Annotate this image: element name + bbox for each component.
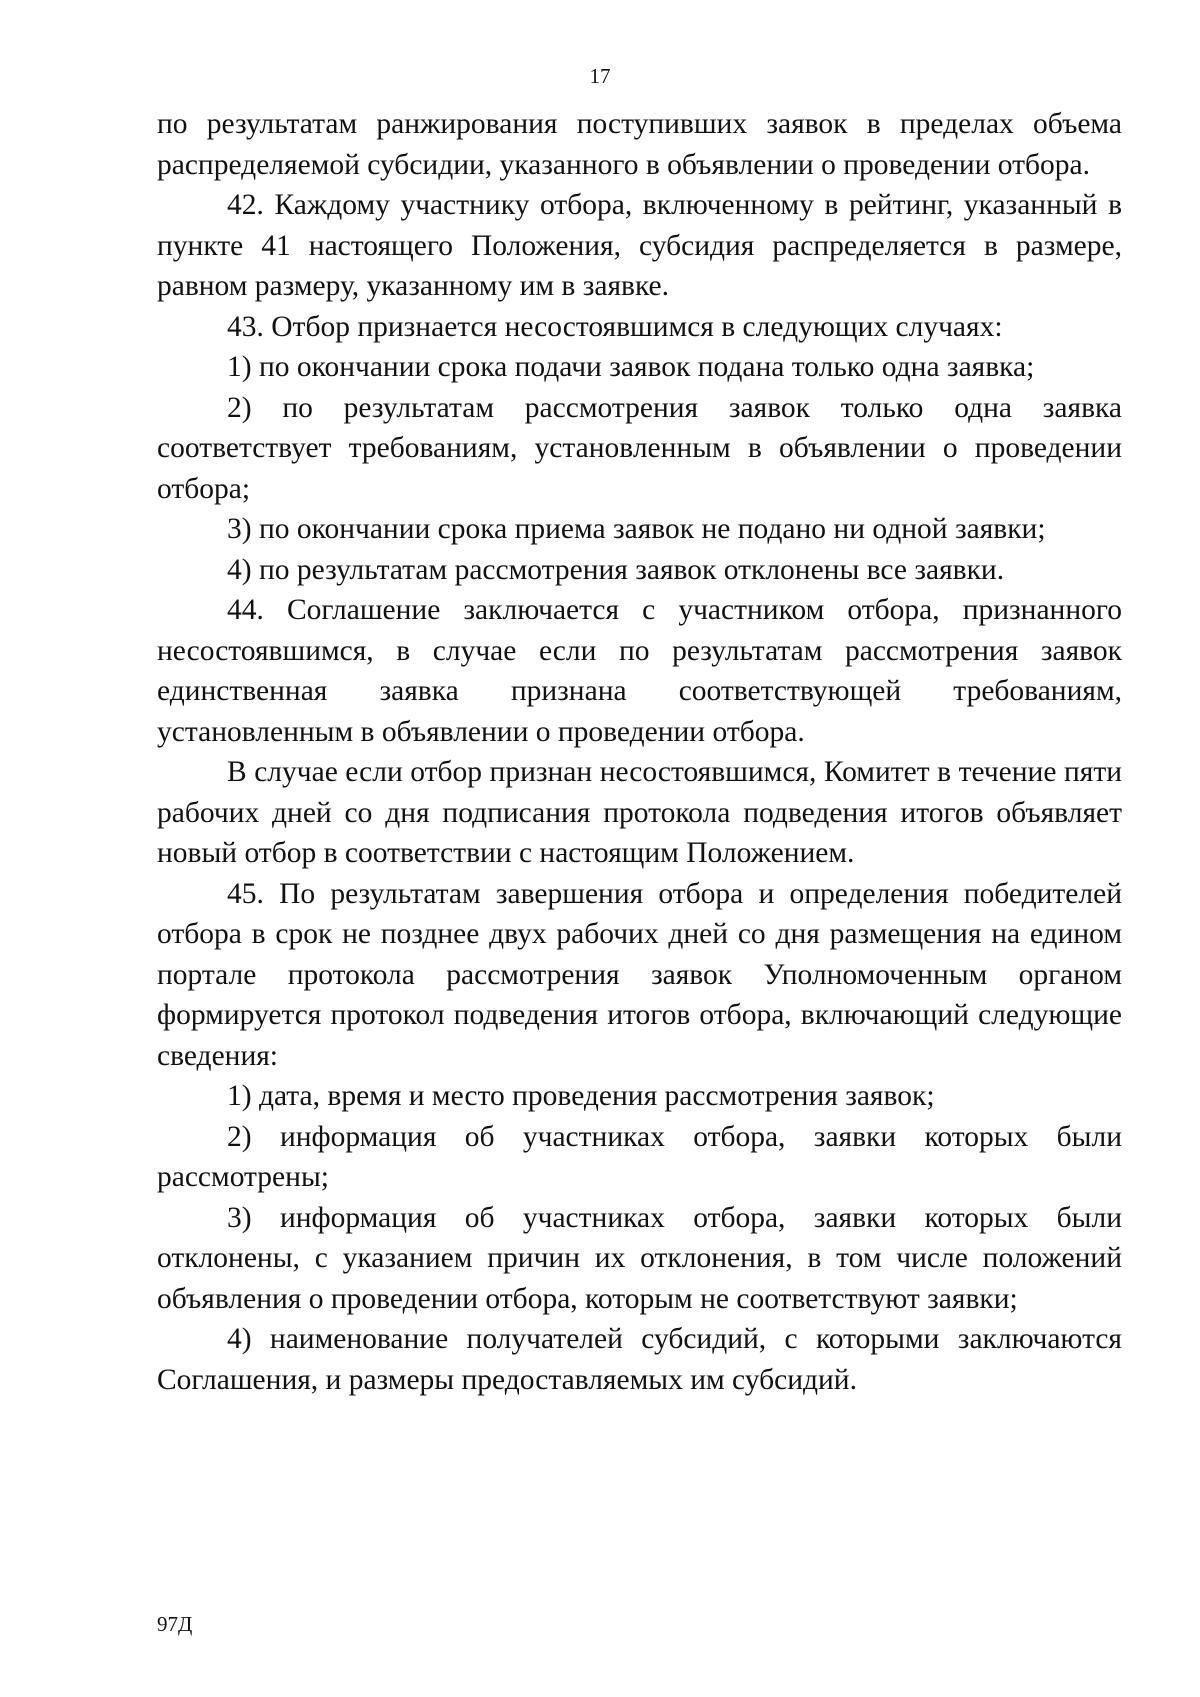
page-number: 17 bbox=[589, 64, 611, 88]
paragraph-43: 43. Отбор признается несостоявшимся в следующих случаях: bbox=[227, 310, 1003, 343]
paragraph-42: 42. Каждому участнику отбора, включенному в рейтинг, указанный в пункте 41 настоящего Положения, субсидия распределяется в размере, равном размеру, указанному им в заявке. bbox=[157, 189, 1122, 302]
paragraph-43-item-4: 4) по результатам рассмотрения заявок отклонены все заявки. bbox=[227, 553, 1005, 586]
paragraph-continuation: по результатам ранжирования поступивших заявок в пределах объема распределяемой субсидии, указанного в объявлении о проведении отбора. bbox=[157, 108, 1122, 181]
paragraph-45: 45. По результатам завершения отбора и определения победителей отбора в срок не позднее двух рабочих дней со дня размещения на едином портале протокола рассмотрения заявок Уполномоченным органом формируется протокол подведения итогов отбора, включающий следующие сведения: bbox=[157, 877, 1122, 1072]
paragraph-43-item-2: 2) по результатам рассмотрения заявок только одна заявка соответствует требованиям, установленным в объявлении о проведении отбора; bbox=[157, 391, 1122, 505]
paragraph-45-item-3: 3) информация об участниках отбора, заявки которых были отклонены, с указанием причин их отклонения, в том числе положений объявления о проведении отбора, которым не соответствуют заявки; bbox=[157, 1201, 1122, 1315]
paragraph-45-item-1: 1) дата, время и место проведения рассмотрения заявок; bbox=[227, 1080, 935, 1112]
paragraph-45-item-2: 2) информация об участниках отбора, заявки которых были рассмотрены; bbox=[157, 1120, 1122, 1193]
document-body bbox=[157, 104, 1122, 1400]
paragraph-45-item-4: 4) наименование получателей субсидий, с которыми заключаются Соглашения, и размеры предоставляемых им субсидий. bbox=[157, 1323, 1122, 1396]
paragraph-43-item-1: 1) по окончании срока подачи заявок подана только одна заявка; bbox=[227, 351, 1035, 383]
footer-document-code: 97Д bbox=[157, 1612, 193, 1636]
paragraph-44-continued: В случае если отбор признан несостоявшимся, Комитет в течение пяти рабочих дней со дня подписания протокола подведения итогов объявляет новый отбор в соответствии с настоящим Положением. bbox=[157, 756, 1122, 869]
paragraph-43-item-3: 3) по окончании срока приема заявок не подано ни одной заявки; bbox=[227, 513, 1046, 545]
paragraph-44: 44. Соглашение заключается с участником отбора, признанного несостоявшимся, в случае если по результатам рассмотрения заявок единственная заявка признана соответствующей требованиям, установленным в объявлении о проведении отбора. bbox=[157, 594, 1122, 748]
